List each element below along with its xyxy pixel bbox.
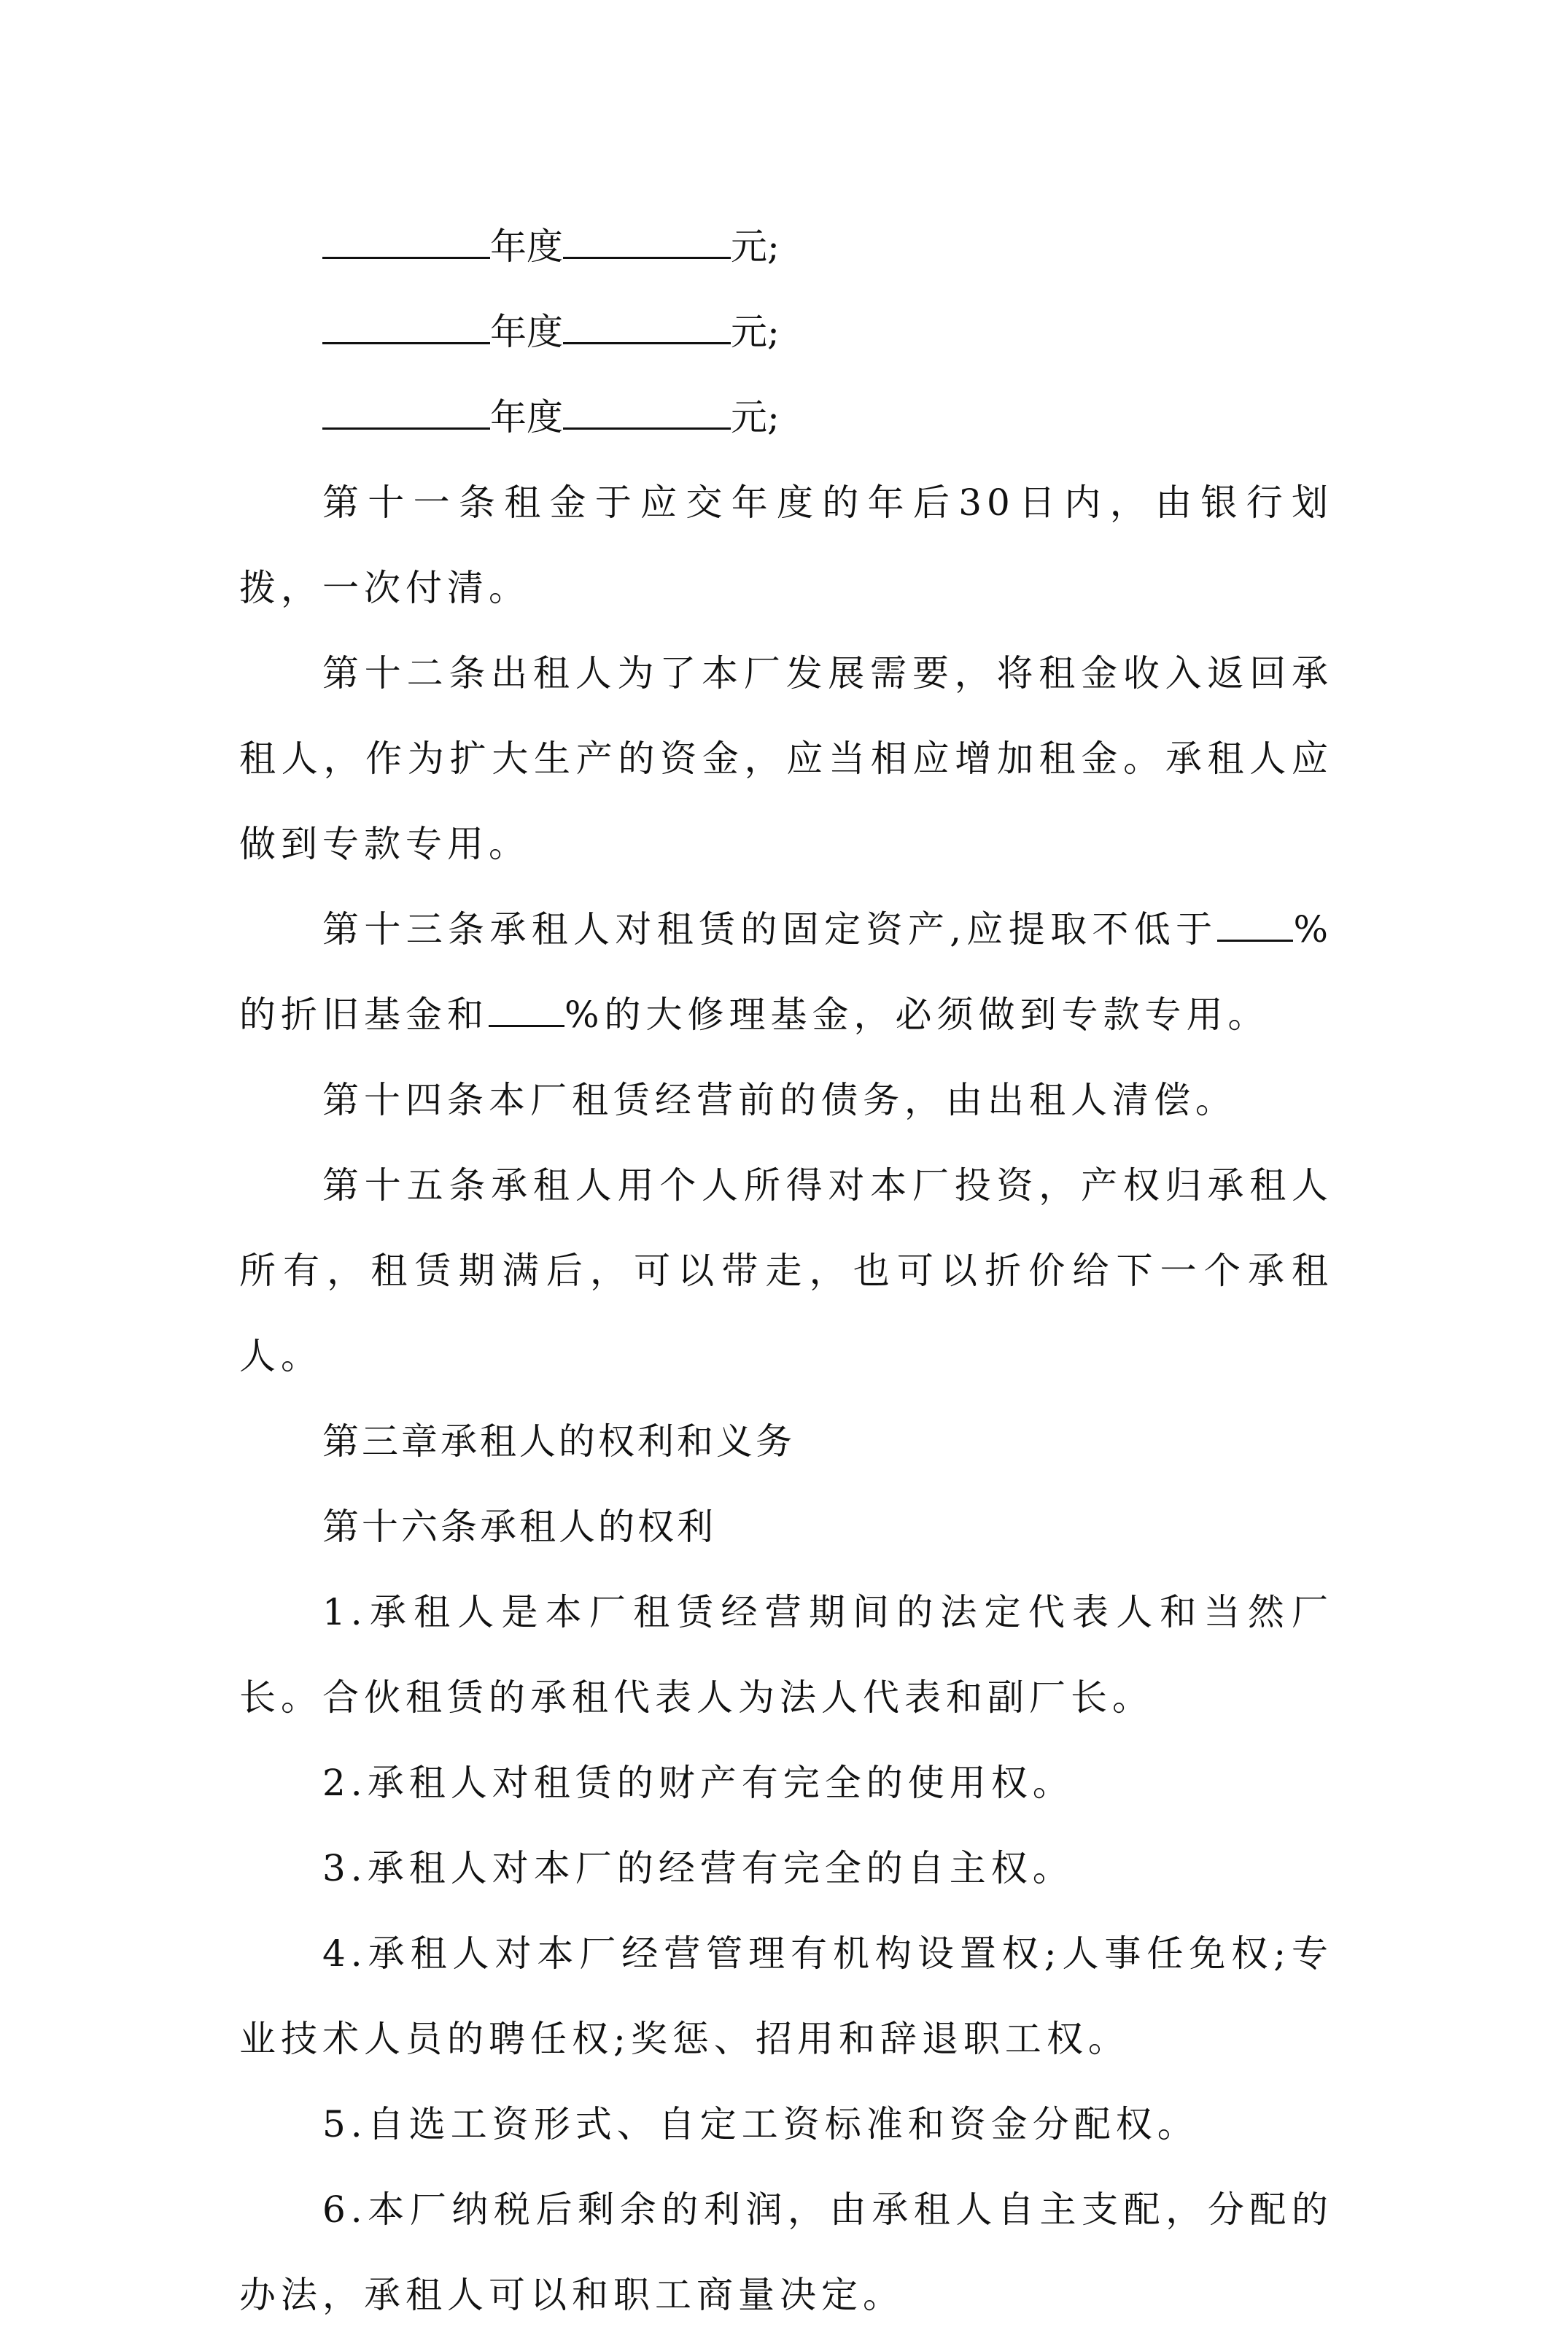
blank-field (322, 306, 490, 344)
article-13-part3: %的大修理基金，必须做到专款专用。 (564, 994, 1270, 1036)
blank-field (489, 988, 564, 1027)
blank-field (322, 220, 490, 259)
year-line (239, 290, 1333, 375)
document-body (239, 204, 1333, 2338)
blank-field (563, 306, 731, 344)
blank-field (1217, 903, 1293, 942)
article-13-part1: 第十三条承租人对租赁的固定资产,应提取不低于 (322, 908, 1218, 951)
article-16-heading: 第十六条承租人的权利 (322, 1506, 716, 1548)
yuan-label: 元; (731, 225, 780, 268)
year-label: 年度 (490, 225, 563, 268)
rights-item: 5.自选工资形式、自定工资标准和资金分配权。 (322, 2103, 1199, 2145)
year-label: 年度 (490, 396, 563, 438)
article-11: 第十一条租金于应交年度的年后30日内，由银行划拨，一次付清。 (239, 481, 1333, 609)
rights-item: 3.承租人对本厂的经营有完全的自主权。 (322, 1847, 1074, 1889)
article-12: 第十二条出租人为了本厂发展需要，将租金收入返回承租人，作为扩大生产的资金，应当相应增加租金。承租人应做到专款专用。 (239, 652, 1333, 865)
article-13 (239, 887, 1333, 1058)
rights-item: 2.承租人对租赁的财产有完全的使用权。 (322, 1762, 1074, 1804)
blank-field (563, 220, 731, 259)
rights-item: 4.承租人对本厂经营管理有机构设置权;人事任免权;专业技术人员的聘任权;奖惩、招用和辞退职工权。 (239, 1932, 1333, 2060)
blank-field (563, 391, 731, 430)
rights-item: 6.本厂纳税后剩余的利润，由承租人自主支配，分配的办法，承租人可以和职工商量决定。 (239, 2188, 1333, 2316)
chapter-3-heading: 第三章承租人的权利和义务 (322, 1420, 795, 1463)
year-line (239, 375, 1333, 460)
article-13-part2: %的折旧基金和 (239, 908, 1333, 1036)
blank-field (322, 391, 490, 430)
article-14: 第十四条本厂租赁经营前的债务，由出租人清偿。 (322, 1079, 1237, 1121)
yuan-label: 元; (731, 396, 780, 438)
year-label: 年度 (490, 311, 563, 353)
yuan-label: 元; (731, 311, 780, 353)
year-line (239, 204, 1333, 290)
article-15: 第十五条承租人用个人所得对本厂投资，产权归承租人所有，租赁期满后，可以带走，也可以折价给下一个承租人。 (239, 1164, 1333, 1377)
rights-item: 1.承租人是本厂租赁经营期间的法定代表人和当然厂长。合伙租赁的承租代表人为法人代表和副厂长。 (239, 1591, 1333, 1719)
